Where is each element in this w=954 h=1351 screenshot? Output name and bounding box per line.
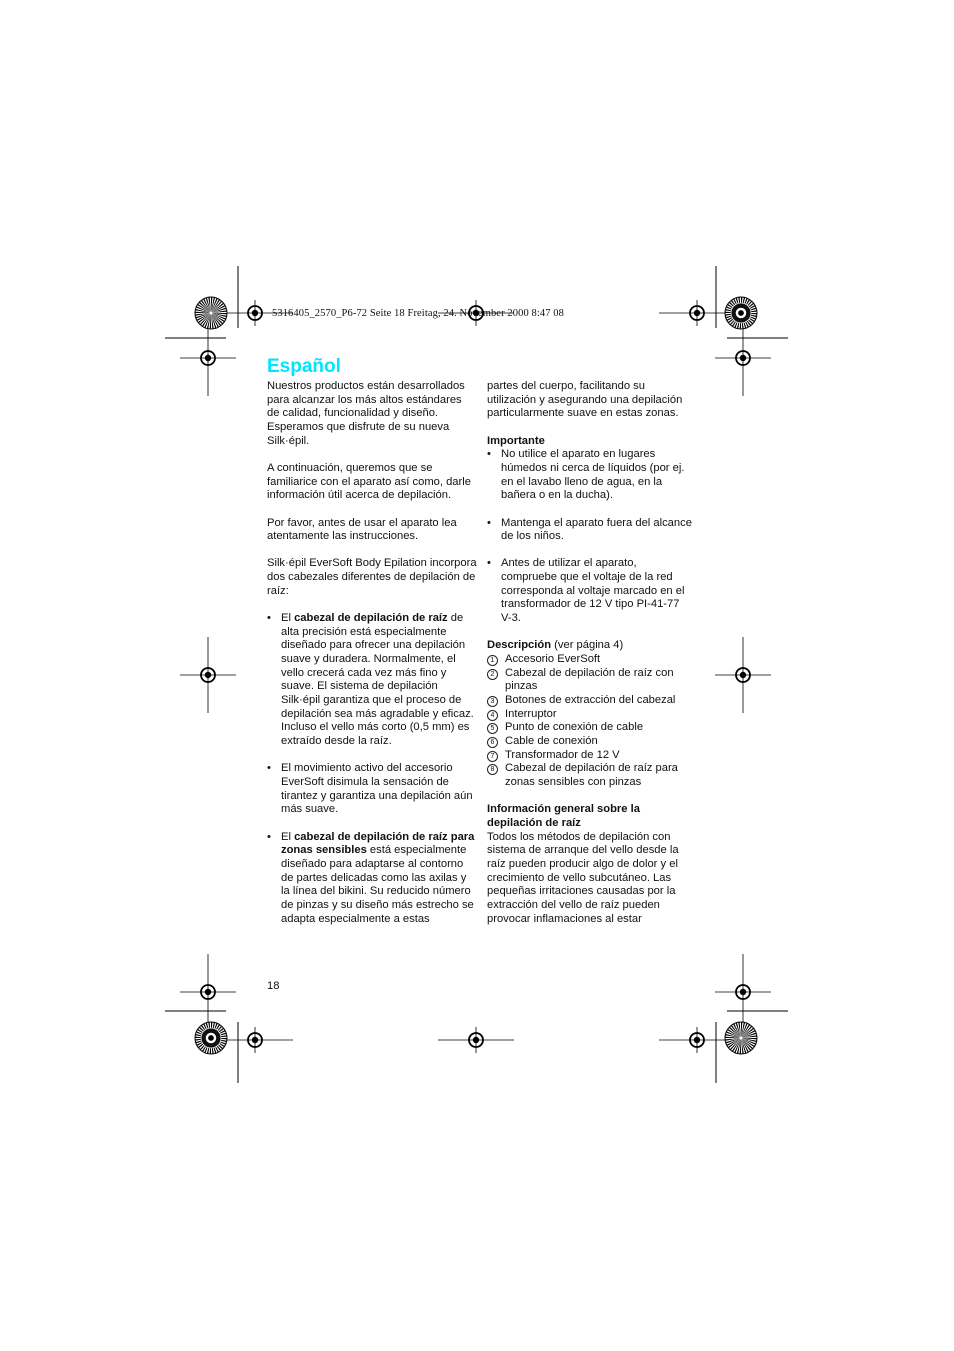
registration-dot [740, 989, 746, 995]
list-item: 8 Cabezal de depilación de raíz para zonas sensibles con pinzas [487, 762, 692, 789]
section-heading: Información general sobre la depilación de raíz [487, 803, 640, 829]
circled-number: 6 [487, 737, 498, 748]
circled-number: 7 [487, 751, 498, 762]
registration-dot [740, 672, 746, 678]
registration-dot [252, 1037, 258, 1043]
paragraph: partes del cuerpo, facilitando su utilización y asegurando una depilación particularmente suave en estas zonas. [487, 380, 683, 420]
registration-dot [205, 672, 211, 678]
section-heading: Importante [487, 434, 545, 447]
list-item: 2 Cabezal de depilación de raíz con pinzas [487, 667, 692, 694]
list-item: 6 Cable de conexión [487, 735, 692, 749]
right-column [487, 380, 692, 926]
registration-dot [694, 310, 700, 316]
list-item: 1 Accesorio EverSoft [487, 653, 692, 667]
circled-number: 1 [487, 655, 498, 666]
list-item: 4 Interruptor [487, 708, 692, 722]
list-item: 3 Botones de extracción del cabezal [487, 694, 692, 708]
star-target-center [738, 310, 744, 316]
print-slug: 5316405_2570_P6-72 Seite 18 Freitag, 24. November 2000 8:47 08 [272, 308, 565, 319]
left-column [267, 380, 477, 926]
registration-dot [694, 1037, 700, 1043]
paragraph: A continuación, queremos que se familiarice con el aparato así como, darle información útil acerca de depilación. [267, 461, 471, 502]
star-target-center [740, 1037, 743, 1040]
circled-number: 2 [487, 669, 498, 680]
list-item: 7 Transformador de 12 V [487, 749, 692, 763]
registration-dot [205, 355, 211, 361]
bullet-item: • Mantenga el aparato fuera del alcance de los niños. [487, 517, 692, 544]
registration-dot [740, 355, 746, 361]
description-list [487, 653, 692, 790]
paragraph: Silk·épil EverSoft Body Epilation incorpora dos cabezales diferentes de depilación de raíz: [267, 557, 477, 597]
bullet-item: • No utilice el aparato en lugares húmedos ni cerca de líquidos (por ej. en el lavabo lleno de agua, en la bañera o en la ducha). [487, 448, 692, 503]
description-heading: Descripción (ver página 4) [487, 639, 624, 652]
bullet-item: • Antes de utilizar el aparato, compruebe que el voltaje de la red corresponda al voltaje marcado en el transformador de 12 V tipo PI-41-77 V-3. [487, 557, 692, 625]
registration-dot [473, 1037, 479, 1043]
intro-paragraph: Nuestros productos están desarrollados para alcanzar los más altos estándares de calidad, funcionalidad y diseño. Esperamos que disfrute de su nueva Silk·épil. [267, 380, 465, 447]
star-target-center [208, 1035, 214, 1041]
circled-number: 8 [487, 764, 498, 775]
circled-number: 4 [487, 710, 498, 721]
bullet-item: • El movimiento activo del accesorio EverSoft disimula la sensación de tirantez y garantiza una depilación aún más suave. [267, 762, 477, 817]
circled-number: 3 [487, 696, 498, 707]
star-target-center [210, 312, 213, 315]
list-item: 5 Punto de conexión de cable [487, 721, 692, 735]
registration-dot [205, 989, 211, 995]
registration-dot [252, 310, 258, 316]
page-title: Español [267, 356, 341, 377]
bullet-item: • El cabezal de depilación de raíz para zonas sensibles está especialmente diseñado para adaptarse al contorno de partes delicadas como las axilas y la línea del bikini. Su reducido número de pinzas y su diseño más estrecho se adapta especialmente a estas [267, 831, 477, 927]
circled-number: 5 [487, 723, 498, 734]
bullet-item: • El cabezal de depilación de raíz de alta precisión está especialmente diseñado para ofrecer una depilación suave y duradera. Normalmente, el vello crecerá cada vez más fino y suave. El sistema de depilación Silk·épil garantiza que el proceso de depilación sea más agradable y eficaz. Incluso el vello más corto (0,5 mm) es extraído desde la raíz. [267, 612, 477, 749]
page-number: 18 [267, 980, 280, 992]
paragraph: Por favor, antes de usar el aparato lea atentamente las instrucciones. [267, 516, 457, 543]
paragraph: Todos los métodos de depilación con sistema de arranque del vello desde la raíz pueden producir algo de dolor y el crecimiento de vello subcutáneo. Las pequeñas irritaciones causadas por la extracción del vello de raíz pueden provocar inflamaciones al estar [487, 830, 679, 925]
